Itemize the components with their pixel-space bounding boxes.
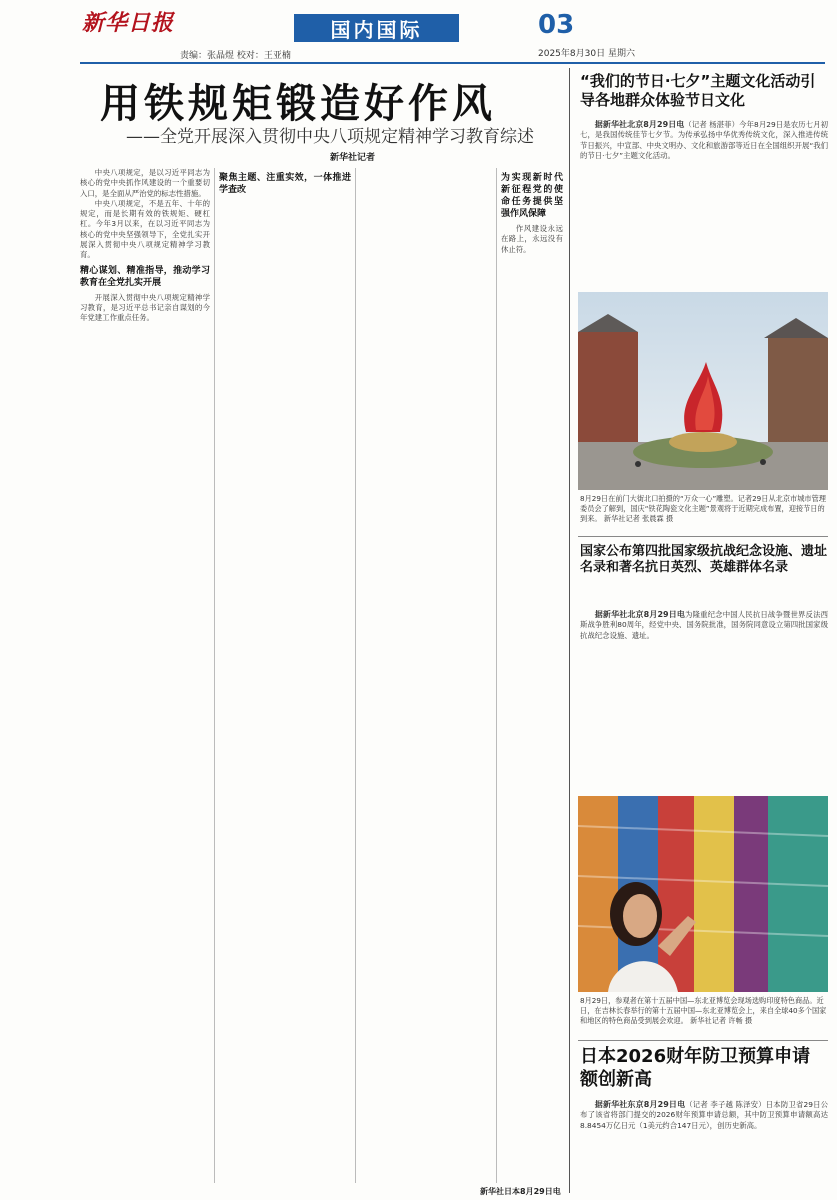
- story-divider: [578, 1040, 828, 1041]
- photo-expo-shopping-image: [578, 796, 828, 992]
- article-column-1: [80, 168, 210, 1183]
- story2-headline: 国家公布第四批国家级抗战纪念设施、遗址名录和著名抗日英烈、英雄群体名录: [580, 544, 828, 576]
- photo-qixi-sculpture: [578, 292, 828, 490]
- page-number: 03: [538, 10, 575, 40]
- story1-headline: “我们的节日·七夕”主题文化活动引导各地群众体验节日文化: [580, 72, 816, 109]
- story3-text: （记者 李子越 陈泽安）日本防卫省29日公布了该省将部门提交的2026财年预算申请总额，其中防卫预算申请额高达8.8454万亿日元（1美元约合147日元），创历史新高。: [580, 1100, 828, 1130]
- section-tab[interactable]: 国内国际: [294, 14, 459, 42]
- photo1-caption-text: 8月29日在前门大街北口拍摄的“万众一心”雕塑。记者29日从北京市城市管理委员会了解到，国庆“铁花陶瓷文化主题”景观将于近期完成布置，迎接节日的到来。: [580, 494, 826, 523]
- story2-dateline: 据新华社北京8月29日电: [594, 610, 686, 619]
- column-divider: [496, 168, 497, 1183]
- photo1-caption: [580, 494, 828, 524]
- subhead: 聚焦主题、注重实效，一体推进学查改: [219, 173, 351, 195]
- story1-dateline: 据新华社北京8月29日电: [594, 120, 685, 129]
- main-subheadline: ——全党开展深入贯彻中央八项规定精神学习教育综述: [126, 127, 534, 147]
- column-divider: [355, 168, 356, 1183]
- story-divider: [578, 536, 828, 537]
- photo1-credit: 新华社记者 张晨霖 摄: [603, 514, 674, 523]
- story1-body: [580, 120, 828, 288]
- photo-expo-shopping: [578, 796, 828, 992]
- story3-headline: 日本2026财年防卫预算申请额创新高: [580, 1046, 811, 1090]
- masthead-logo: 新华日报: [82, 10, 175, 36]
- article-column-2: [219, 168, 351, 1183]
- paragraph: 中央八项规定，不是五年、十年的规定，而是长期有效的铁规矩、硬杠杠。今年3月以来，在以习近平同志为核心的党中央坚强领导下，全党扎实开展深入贯彻中央八项规定精神学习教育。: [80, 198, 210, 260]
- header-rule: [80, 62, 825, 64]
- photo2-caption: [580, 996, 828, 1026]
- editor-line: 责编：张晶煜 校对：王亚楠: [180, 51, 291, 61]
- story2-text: 为隆重纪念中国人民抗日战争暨世界反法西斯战争胜利80周年，经党中央、国务院批准，国务院同意设立第四批国家级抗战纪念设施、遗址。: [580, 610, 828, 640]
- story3-body: [580, 1100, 828, 1184]
- column-divider: [214, 168, 215, 1183]
- article-column-4: [501, 168, 563, 1183]
- subhead: 为实现新时代新征程党的使命任务提供坚强作风保障: [501, 173, 563, 219]
- issue-date: 2025年8月30日 星期六: [538, 49, 635, 59]
- paragraph: 开展深入贯彻中央八项规定精神学习教育，是习近平总书记亲自谋划的今年党建工作重点任务。: [80, 292, 210, 323]
- story1-text: （记者 杨湛菲）今年8月29日是农历七月初七，是我国传统佳节七夕节。为传承弘扬中华优秀传统文化，深入推进传统节日振兴，中宣部、中央文明办、文化和旅游部等近日在全国组织开展“我们的节日·七夕”主题文化活动。: [580, 120, 828, 160]
- article-column-3: [360, 168, 492, 1183]
- section-divider: [569, 68, 570, 1193]
- story-end-dateline: 新华社日本8月29日电: [480, 1187, 561, 1196]
- subhead: 精心谋划、精准指导，推动学习教育在全党扎实开展: [80, 265, 210, 288]
- main-byline: 新华社记者: [330, 153, 376, 163]
- photo2-credit: 新华社记者 许畅 摄: [690, 1016, 753, 1025]
- story3-dateline: 据新华社东京8月29日电: [594, 1100, 686, 1109]
- photo-qixi-sculpture-image: [578, 292, 828, 490]
- main-headline: 用铁规矩锻造好作风: [100, 81, 496, 127]
- photo2-caption-text: 8月29日，参观者在第十五届中国—东北亚博览会现场选购印度特色商品。近日，在吉林长春举行的第十五届中国—东北亚博览会上，来自全球40多个国家和地区的特色商品受到展会欢迎。: [580, 996, 827, 1025]
- paragraph: 作风建设永远在路上，永远没有休止符。: [501, 224, 563, 254]
- story2-body: [580, 610, 828, 790]
- paragraph: 中央八项规定，是以习近平同志为核心的党中央抓作风建设的一个重要切入口，是全面从严治党的标志性措施。: [80, 168, 210, 198]
